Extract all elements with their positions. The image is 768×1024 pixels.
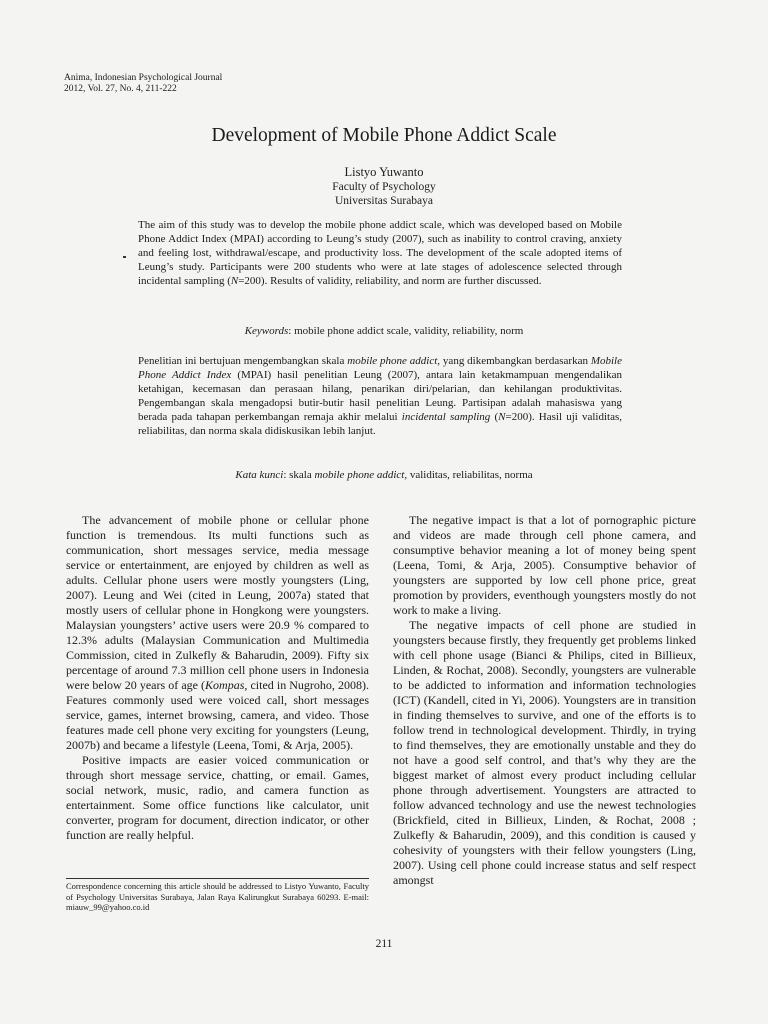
abstract-id-em-3: incidental sampling bbox=[401, 411, 491, 423]
abstract-indonesian bbox=[138, 354, 622, 438]
abstract-id-text-3: (MPAI) hasil penelitian Leung (2007), antara lain ketakmampuan mengendalikan ketahigan, kecemasan dan perasaan hilang, penarikan diri/pelarian, dan kehilangan produktivitas. Pengembangan skala mengadopsi butir-butir hasil penelitian Leung. Partisipan adalah mahasiswa yang berada pada tahapan perkembangan remaja akhir melalui bbox=[138, 369, 623, 423]
keywords-indonesian bbox=[0, 468, 768, 482]
abstract-en-text-1: The aim of this study was to develop the mobile phone addict scale, which was developed based on Mobile Phone Addict Index (MPAI) according to Leung’s study (2007), such as inability to control craving, anxiety and feeling lost, withdrawal/escape, and productivity loss. The development of the scale adopted items of Leung’s study. Participants were 200 students who were at late stages of adolescence selected through incidental sampling ( bbox=[138, 219, 622, 287]
correspondence-footnote: Correspondence concerning this article should be addressed to Listyo Yuwanto, Faculty of Psychology Universitas Surabaya, Jalan Raya Kalirungkut Surabaya 60293. E-mail: miauw_99@yahoo.co.id bbox=[66, 878, 369, 913]
keywords-en-label: Keywords bbox=[244, 325, 289, 337]
author-university: Universitas Surabaya bbox=[334, 195, 434, 207]
page-number: 211 bbox=[375, 938, 393, 950]
abstract-id-text-4: ( bbox=[490, 411, 499, 423]
abstract-en-text-2: =200). Results of validity, reliability, and norm are further discussed. bbox=[238, 275, 542, 287]
keywords-english bbox=[0, 324, 768, 338]
abstract-english bbox=[138, 218, 622, 288]
paper-title: Development of Mobile Phone Addict Scale bbox=[211, 125, 557, 146]
keywords-id-em: mobile phone addict bbox=[314, 469, 405, 481]
abstract-en-n: N bbox=[230, 275, 239, 287]
body-right-paragraph-1: The negative impact is that a lot of pornographic picture and videos are made through cell phone camera, and consumptive behavior meaning a lot of money being spent (Leena, Tomi, & Arja, 2005). Consumptive behavior of youngsters are supported by low cell phone price, great promotion by providers, eventhough youngsters mostly do not work to make a living. bbox=[393, 513, 696, 617]
journal-citation: 2012, Vol. 27, No. 4, 211-222 bbox=[64, 84, 177, 94]
body-right-paragraph-2: The negative impacts of cell phone are studied in youngsters because firstly, they frequently get problems linked with cell phone usage (Bianci & Philips, cited in Billieux, Linden, & Rochat, 2008). Secondly, youngsters are vulnerable to be addicted to information and information technologies (ICT) (Kandell, cited in Yi, 2006). Youngsters are in transition in finding themselves to survive, and one of the efforts is to follow trend in technological development. Thirdly, in trying to find themselves, they are emotionally unstable and they do not have a good self control, and that’s why they are the biggest market of almost every product including cellular phone through advertisement. Youngsters are attracted to follow advanced technology and use the newest technologies (Brickfield, cited in Billieux, Linden, & Rochat, 2008 ; Zulkefly & Baharudin, 2009), and this condition is caused y cohesivity of youngsters with their fellow youngsters (Ling, 2007). Using cell phone could increase status and self respect amongst bbox=[393, 618, 696, 887]
author-faculty: Faculty of Psychology bbox=[332, 181, 436, 193]
body-left-p1-b: , cited in Nugroho, 2008). Features commonly used were voiced call, short messages service, games, internet browsing, camera, and video. Those features made cell phone very exciting for youngsters (Leung, 2007b) and became a lifestyle (Leena, Tomi, & Arja, 2005). bbox=[66, 678, 369, 752]
abstract-id-em-2: Mobile Phone Addict Index bbox=[138, 355, 622, 381]
body-left-paragraph-2: Positive impacts are easier voiced communication or through short message service, chatting, or email. Games, social network, music, radio, and camera function as entertainment. Some office functions like calculator, unit converter, program for document, direction indicator, or other function are really helpful. bbox=[66, 753, 369, 842]
body-column-right bbox=[393, 513, 696, 888]
scan-mark bbox=[123, 256, 126, 258]
abstract-id-em-1: mobile phone addict, bbox=[347, 355, 441, 367]
author-block bbox=[0, 164, 768, 208]
abstract-id-n: N bbox=[498, 411, 506, 423]
body-left-paragraph-1 bbox=[66, 513, 369, 753]
journal-header bbox=[64, 73, 222, 95]
abstract-id-text-5: =200). Hasil uji validitas, reliabilitas, dan norma skala didiskusikan lebih lanjut. bbox=[138, 411, 623, 437]
body-left-p1-a: The advancement of mobile phone or cellular phone function is tremendous. Its multi functions such as communication, short messages service, media message service or entertainment, are enjoyed by children as well as adults. Cellular phone users were mostly youngsters (Ling, 2007). Leung and Wei (cited in Leung, 2007a) stated that mostly users of cellular phone in Hongkong were youngsters. Malaysian youngsters’ active users were 20.9 % compared to 12.3% adults (Malaysian Communication and Multimedia Commission, cited in Zulkefly & Baharudin, 2009). Fifty six percentage of around 7.3 million cell phone users in Indonesia were below 20 years of age ( bbox=[66, 513, 369, 692]
abstract-id-text-1: Penelitian ini bertujuan mengembangkan skala bbox=[138, 355, 348, 367]
keywords-id-text-2: , validitas, reliabilitas, norma bbox=[404, 469, 533, 481]
body-left-p1-em: Kompas bbox=[205, 678, 245, 692]
keywords-id-text-1: : skala bbox=[283, 469, 315, 481]
journal-name: Anima, Indonesian Psychological Journal bbox=[64, 73, 223, 83]
body-column-left bbox=[66, 513, 369, 843]
abstract-id-text-2: yang dikembangkan berdasarkan bbox=[440, 355, 591, 367]
keywords-id-label: Kata kunci bbox=[235, 469, 284, 481]
keywords-en-text: : mobile phone addict scale, validity, reliability, norm bbox=[288, 325, 524, 337]
author-name: Listyo Yuwanto bbox=[344, 165, 424, 179]
